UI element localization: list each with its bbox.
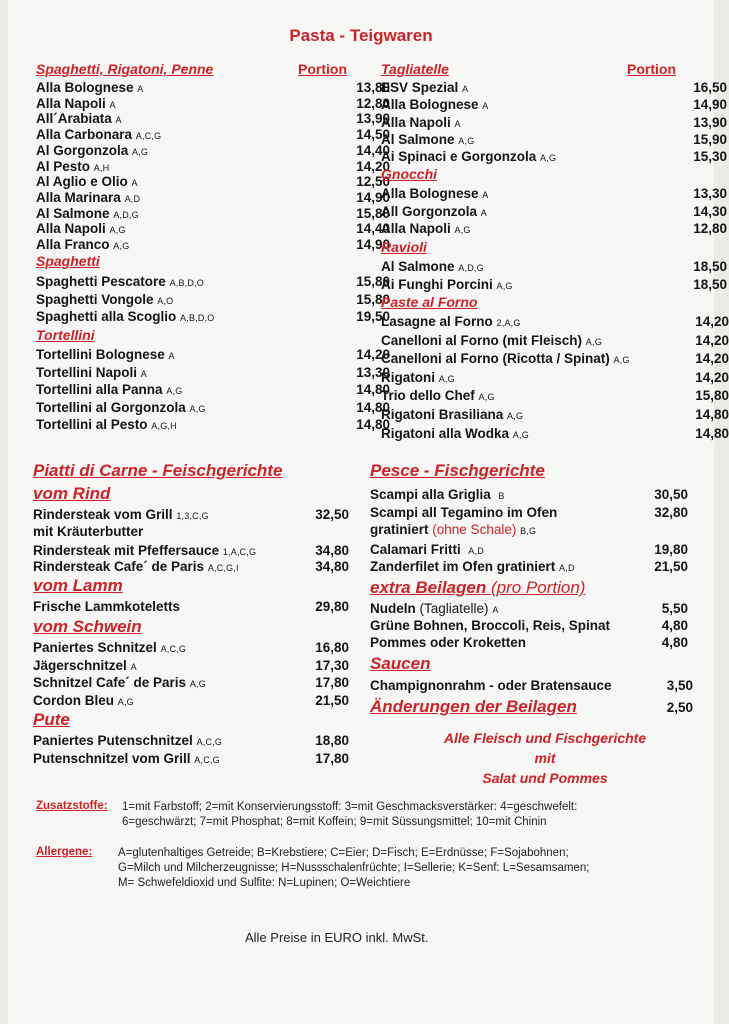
item-price: 30,50	[654, 487, 688, 502]
item-name: Scampi alla Griglia	[370, 487, 491, 502]
item-price: 2,50	[666, 700, 693, 715]
item-codes: A,D,G	[458, 263, 484, 273]
item-price: 13,30	[356, 364, 390, 380]
item-name: Alla Bolognese	[381, 186, 479, 201]
item-name: Canelloni al Forno (Ricotta / Spinat)	[381, 351, 610, 367]
portion-header-left: Portion	[298, 61, 347, 77]
item-price: 12,50	[356, 174, 390, 190]
item-name: Rigatoni	[381, 369, 435, 385]
item-price: 15,80	[695, 388, 729, 404]
item-codes: A,G	[109, 225, 126, 236]
section-gnocchi: Gnocchi	[381, 166, 438, 182]
item-price: 32,80	[654, 505, 688, 520]
item-price: 3,50	[666, 678, 693, 693]
item-name: Spaghetti Vongole	[36, 291, 154, 307]
allergene-line-1: A=glutenhaltiges Getreide; B=Krebstiere; C=Eier; D=Fisch; E=Erdnüsse; F=Sojabohnen;	[118, 847, 569, 859]
item-name: Putenschnitzel vom Grill	[33, 751, 191, 766]
item-price: 21,50	[315, 693, 349, 709]
item-codes: A,G	[478, 392, 495, 403]
section-tagliatelle: Tagliatelle	[381, 61, 449, 77]
item-price: 14,20	[356, 158, 390, 174]
zusatzstoffe-label: Zusatzstoffe:	[36, 800, 108, 812]
item-name: Alla Bolognese	[381, 97, 479, 113]
section-tortellini: Tortellini	[36, 327, 95, 343]
extra-beilagen-label: extra Beilagen	[370, 578, 487, 597]
item-price: 32,50	[315, 507, 349, 522]
item-price: 17,80	[315, 675, 349, 691]
item-codes: A	[109, 99, 116, 110]
item-price: 19,50	[356, 309, 390, 324]
section-spaghetti-rigatoni-penne: Spaghetti, Rigatoni, Penne	[36, 61, 214, 77]
item-price: 12,80	[356, 95, 390, 111]
item-name: ESV Spezial	[381, 80, 459, 95]
item-codes: 1,A,C,G	[222, 547, 257, 557]
item-price: 14,90	[356, 189, 390, 205]
item-name: Lasagne al Forno	[381, 314, 493, 329]
item-codes: A,D	[559, 563, 575, 573]
item-name: Rindersteak mit Pfeffersauce	[33, 543, 220, 558]
item-codes: A,G	[117, 697, 134, 708]
item-codes: A,B,D,O	[180, 313, 215, 323]
item-name: Frische Lammkoteletts	[33, 599, 181, 614]
item-codes: A,H	[93, 162, 110, 173]
item-name: Al Aglio e Olio	[36, 174, 128, 190]
item-price: 15,30	[693, 149, 727, 165]
item-price: 21,50	[654, 559, 688, 574]
item-price: 5,50	[661, 601, 688, 616]
pro-portion-label: (pro Portion)	[490, 578, 586, 597]
item-name: Grüne Bohnen, Broccoli, Reis, Spinat	[370, 618, 611, 633]
item-name: Rigatoni Brasiliana	[381, 407, 504, 422]
item-price: 14,30	[693, 203, 727, 219]
item-codes: A,G	[132, 146, 149, 157]
item-price: 14,80	[356, 382, 390, 398]
item-name: Alla Napoli	[381, 221, 451, 236]
item-codes: B,G	[520, 526, 537, 536]
item-codes: A,G	[189, 679, 206, 690]
item-name: Alla Napoli	[381, 114, 451, 130]
item-codes: A	[462, 84, 469, 94]
item-name: Trio dello Chef	[381, 388, 475, 404]
item-price: 19,80	[654, 542, 688, 557]
item-name: Canelloni al Forno (mit Fleisch)	[381, 332, 583, 348]
allergene-line-3: M= Schwefeldioxid und Sulfite: N=Lupinen; O=Weichtiere	[118, 877, 411, 889]
item-price: 34,80	[315, 543, 349, 558]
item-price: 14,50	[356, 127, 390, 143]
item-price: 15,90	[693, 131, 727, 147]
item-codes: A,G	[585, 336, 602, 347]
allergene-label: Allergene:	[36, 846, 93, 858]
notice-line-2: mit	[534, 750, 556, 766]
section-paste-al-forno: Paste al Forno	[381, 294, 478, 310]
item-price: 14,80	[356, 417, 390, 433]
item-price: 14,20	[695, 314, 729, 329]
item-name: All Gorgonzola	[381, 203, 477, 219]
item-price: 14,20	[695, 351, 729, 367]
item-price: 18,50	[693, 259, 727, 274]
item-name-line2: mit Kräuterbutter	[33, 524, 144, 539]
item-name: Al Salmone	[381, 131, 455, 147]
notice-line-3: Salat und Pommes	[482, 770, 608, 786]
item-codes: A,G	[512, 429, 529, 440]
item-name: Tortellini al Gorgonzola	[36, 399, 186, 415]
section-ravioli: Ravioli	[381, 239, 427, 255]
section-vom-schwein: vom Schwein	[33, 617, 142, 636]
item-name: Champignonrahm - oder Bratensauce	[370, 678, 612, 693]
item-name: Zanderfilet im Ofen gratiniert	[370, 559, 556, 574]
item-name: Tortellini Napoli	[36, 364, 137, 380]
item-price: 29,80	[315, 599, 349, 614]
item-codes: A,G	[507, 411, 524, 421]
item-price: 14,20	[695, 332, 729, 348]
item-codes: A,G	[496, 281, 513, 291]
item-codes: A,C,G	[135, 131, 162, 142]
ohne-schale-note: (ohne Schale)	[432, 522, 517, 537]
item-name: Alla Carbonara	[36, 127, 133, 143]
item-name: Nudeln	[370, 601, 416, 616]
section-extra-beilagen	[370, 578, 585, 598]
item-codes: A,C,G	[194, 755, 220, 765]
item-codes: A	[115, 115, 122, 126]
item-codes: A	[168, 351, 175, 361]
item-codes: A,G	[438, 373, 455, 384]
item-codes: A	[140, 368, 147, 379]
item-name: Jägerschnitzel	[33, 657, 127, 673]
item-codes: A,B,D,O	[169, 278, 204, 288]
item-price: 12,80	[693, 221, 727, 236]
item-name: Alla Napoli	[36, 95, 106, 111]
item-name: Schnitzel Cafe´ de Paris	[33, 675, 187, 691]
item-codes: A	[130, 661, 137, 672]
section-spaghetti: Spaghetti	[36, 253, 100, 269]
item-name: Paniertes Putenschnitzel	[33, 733, 193, 748]
item-name: Rindersteak Cafe´ de Paris	[33, 559, 205, 574]
item-price: 13,80	[356, 80, 390, 95]
item-codes: A	[480, 207, 487, 218]
item-price: 15,80	[356, 205, 390, 221]
item-price: 16,50	[693, 80, 727, 95]
item-extra: (Tagliatelle)	[419, 601, 489, 616]
item-codes: A,C,G	[160, 644, 187, 654]
zusatzstoffe-line-2: 6=geschwärzt; 7=mit Phosphat; 8=mit Koffein; 9=mit Süssungsmittel; 10=mit Chinin	[122, 816, 547, 828]
item-name: Ai Spinaci e Gorgonzola	[381, 149, 537, 165]
item-name: Spaghetti alla Scoglio	[36, 309, 177, 324]
item-price: 4,80	[661, 635, 688, 650]
item-price: 4,80	[661, 618, 688, 633]
page-title: Pasta - Teigwaren	[289, 26, 433, 45]
item-codes: A,G	[613, 355, 630, 366]
item-name: Alla Napoli	[36, 221, 106, 237]
item-codes: 2,A,G	[496, 318, 521, 328]
item-codes: A	[131, 178, 138, 189]
item-price: 14,80	[356, 399, 390, 415]
item-codes: 1,3,C,G	[176, 511, 209, 521]
item-name: Al Salmone	[381, 259, 455, 274]
item-price: 13,90	[693, 114, 727, 130]
item-codes: A,C,G,I	[207, 563, 239, 573]
item-codes: A,G,H	[151, 421, 177, 432]
item-name: Tortellini al Pesto	[36, 417, 148, 433]
item-codes: A,G	[189, 403, 206, 414]
item-name: Tortellini Bolognese	[36, 347, 165, 362]
item-price: 14,90	[693, 97, 727, 113]
item-codes: A,G	[166, 386, 183, 397]
item-price: 14,40	[356, 221, 390, 237]
item-name: Spaghetti Pescatore	[36, 274, 166, 289]
notice-line-1: Alle Fleisch und Fischgerichte	[443, 730, 647, 746]
item-price: 14,20	[356, 347, 390, 362]
item-name: Al Pesto	[36, 158, 91, 174]
section-aenderungen: Änderungen der Beilagen	[370, 697, 577, 716]
item-codes: A,G	[454, 225, 471, 235]
item-codes: A	[482, 101, 489, 112]
item-name-line2: gratiniert	[370, 522, 429, 537]
item-name: Rigatoni alla Wodka	[381, 425, 510, 441]
item-codes: A,D,G	[113, 209, 139, 220]
item-name: Paniertes Schnitzel	[33, 640, 157, 655]
item-name: Calamari Fritti	[370, 542, 461, 557]
item-price: 34,80	[315, 559, 349, 574]
item-name: Rindersteak vom Grill	[33, 507, 173, 522]
item-codes: A,O	[157, 295, 174, 306]
item-codes: A	[454, 118, 461, 129]
item-codes: A	[492, 605, 499, 615]
section-pesce: Pesce - Fischgerichte	[370, 461, 545, 480]
item-name: Alla Bolognese	[36, 80, 134, 95]
item-price: 17,30	[315, 657, 349, 673]
item-codes: A,C,G	[196, 737, 223, 747]
item-name: Al Gorgonzola	[36, 142, 129, 158]
item-price: 18,80	[315, 733, 349, 748]
item-price: 15,80	[356, 274, 390, 289]
item-price: 14,40	[356, 142, 390, 158]
item-price: 14,80	[695, 407, 729, 422]
item-price: 17,80	[315, 751, 349, 766]
item-codes: A,D	[468, 546, 484, 556]
item-price: 14,80	[695, 425, 729, 441]
item-price: 13,30	[693, 186, 727, 201]
item-price: 18,50	[693, 277, 727, 292]
section-saucen: Saucen	[370, 654, 431, 673]
item-name: Alla Marinara	[36, 189, 121, 205]
item-price: 16,80	[315, 640, 349, 655]
item-price: 14,20	[695, 369, 729, 385]
item-codes: A,D	[124, 193, 141, 204]
section-vom-rind: vom Rind	[33, 484, 111, 503]
footer-note: Alle Preise in EURO inkl. MwSt.	[245, 930, 429, 945]
item-name: Ai Funghi Porcini	[381, 277, 493, 292]
item-codes: A,G	[458, 135, 475, 146]
item-price: 13,90	[356, 111, 390, 127]
item-name: Scampi all Tegamino im Ofen	[370, 505, 558, 520]
item-name: Alla Franco	[36, 237, 110, 252]
item-name: Pommes oder Kroketten	[370, 635, 527, 650]
item-codes: A,G	[113, 241, 130, 251]
item-name: All´Arabiata	[36, 111, 112, 127]
item-codes: B	[498, 491, 505, 501]
item-codes: A	[137, 84, 144, 94]
item-price: 15,80	[356, 291, 390, 307]
item-name: Tortellini alla Panna	[36, 382, 163, 398]
section-piatti-di-carne: Piatti di Carne - Feischgerichte	[33, 461, 283, 480]
zusatzstoffe-line-1: 1=mit Farbstoff; 2=mit Konservierungsstoff: 3=mit Geschmacksverstärker: 4=geschwefelt:	[122, 801, 578, 813]
portion-header-right: Portion	[627, 61, 676, 77]
item-codes: A,G	[540, 153, 557, 164]
item-name: Cordon Bleu	[33, 693, 114, 709]
item-price: 14,90	[356, 237, 390, 252]
section-pute: Pute	[33, 710, 70, 729]
section-vom-lamm: vom Lamm	[33, 576, 123, 595]
item-name: Al Salmone	[36, 205, 110, 221]
allergene-line-2: G=Milch und Milcherzeugnisse; H=Nussschalenfrüchte; I=Sellerie; K=Senf: L=Sesamsamen;	[118, 862, 590, 874]
item-codes: A	[482, 190, 489, 200]
